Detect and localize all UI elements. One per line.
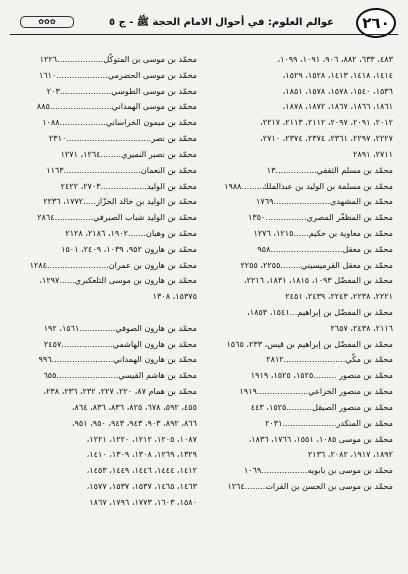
running-title: عوالم العلوم: في أحوال الامام الحجة ﷺ - ج ٥ — [109, 17, 334, 28]
index-entry: محمّد بن هارون بن عمران........................١٢٨٤ — [29, 259, 197, 270]
index-entry: محمّد بن موسى بن بابويه..................١٠٦٩ — [243, 465, 393, 476]
index-entry: ١٥٣٦، ١٥٤٠، ١٥٧٨، ١٥٧٨، ١٨٥١، — [282, 85, 393, 96]
index-entry: محمّد بن هارون الهمداني........................٩٩٦ — [38, 354, 197, 365]
index-entry: محمّد بن هارون بن موسى التلعكبري......١٢٩٧، — [39, 275, 197, 286]
index-entry: محمّد بن الوليد شباب الصيرفي...............٢٨٦٤ — [37, 212, 197, 223]
index-entry: محمّد بن موسى الحضرمي....................١٦١٠ — [38, 69, 197, 80]
index-entry: ١٨٩٢، ١٩١٧، ٢٠٨٢، ٢١٣٦ — [307, 449, 393, 460]
index-entry: محمّد بن منصور الخزاعي....................١٩١٩ — [239, 386, 393, 397]
index-entry: ١٥٨٠، ١٦٠٣، ١٧٧٣، ١٧٩٦، ١٨٦٧ — [89, 496, 197, 507]
index-entry: محمّد بن المفضّل ١٠٩٣، ١٨١٥، ١٨٣١، ٢٢١٦، — [243, 275, 393, 286]
index-entry: محمّد بن مسلمة بن الوليد بن عبدالملك........١٩٨٨ — [224, 180, 393, 191]
index-entry: ١٣٢٩، ١٢٦٩، ١٣٠٨، ١٣٠٩، ١٤١٠، — [86, 449, 197, 460]
index-entry: محمّد بن وهبان.......١٩٠٢، ٢١٨٦، ٢١٢٨ — [65, 227, 197, 238]
index-entry: محمّد بن الوليد بن خالد الخزّاز.....١٧٧٢، ٢٢٣٦ — [43, 196, 197, 207]
index-entry: محمّد بن النعمان..............................١١٦٣ — [46, 164, 197, 175]
index-entry: محمّد بن الوليد..................٢٧٠٣، ٢٤٢٢ — [60, 180, 197, 191]
index-entry: محمّد بن منصور الصيقل..........١٥٢٥، ٤٤٣ — [250, 401, 393, 412]
index-entry: محمّد بن مكّي........................٢٨١٢ — [266, 354, 393, 365]
header-divider — [10, 34, 398, 35]
index-entry: محمّد بن موسى الطوسي....................٢٠٣ — [46, 85, 197, 96]
index-entry: محمّد بن هارون ٩٥٢، ١٠٣٩، ٢٤٠٩، ١٥٠١ — [61, 243, 197, 254]
index-entry: ١٤١٤، ١٤١٨، ١٤١٣، ١٥٢٨، ١٥٢٩، — [282, 69, 393, 80]
index-entry: ٢٢٢٧، ٢٢٩٧، ٢٣٦١، ٢٣٧٤، ٢٣٧٤، ٢٧١٠، — [260, 133, 393, 144]
index-entry: ١٤١٢، ١٤٤٤، ١٤٤٦، ١٤٤٩، ١٤٥٣، — [86, 465, 197, 476]
index-entry: ٢٠١٢، ٢٠٩١، ٢٠٩٧، ٢١١٢، ٢١١٣، ٢٢١٧، — [260, 117, 393, 128]
index-entry: محمّد بن منصور .........١٥٢٥، ١٥٢٥، ١٩١٩ — [250, 370, 393, 381]
index-entry: ١٨٦١، ١٨٦٦، ١٨٦٧، ١٨٧٢، ١٨٧٨، — [282, 101, 393, 112]
index-entry — [13, 305, 197, 321]
index-entry: محمّد بن موسى الهمداني........................٨٨٥ — [36, 101, 197, 112]
page-number: ٢٦٠ — [356, 8, 396, 38]
index-entry: محمّد بن هاشم القيسي........................٦٥٥ — [43, 370, 197, 381]
index-entry: محمّد بن هارون الصوفي..............١٥٦١، ١٩٢ — [43, 322, 197, 333]
ornament-icon: ✿✿✿ — [20, 16, 74, 28]
index-entry: ٢١١٦، ٢٤٣٨، ٢٦٥٧ — [330, 322, 393, 333]
index-entry: محمّد بن معقل القرميسيني........٢٢٥٥، ٢٢٥٥ — [240, 259, 393, 270]
index-entry: محمّد بن المشهدي......................١٧٦٩ — [256, 196, 393, 207]
index-entry: محمّد بن همام ٨٧، ٢٢٠، ٢٢٧، ٢٣٢، ٢٣٦، ٢٣٨، — [43, 386, 197, 397]
index-entry: محمّد بن المظفّر المصري................١٣٥٠ — [248, 212, 393, 223]
index-entry: محمّد بن نصير النميري........١٢٦٤، ١٢٧١ — [60, 148, 197, 159]
index-entry: محمّد بن المفضّل بن إبراهيم بن قيس، ٢٣٣، ١٥٦٥ — [226, 338, 393, 349]
index-entry: محمّد بن معاوية بن حكيم......١٢١٥، ١٢٧٦ — [253, 227, 393, 238]
index-entry: محمّد بن هارون الهاشمي....................٢٤٥٧ — [43, 338, 197, 349]
index-entry: محمّد بن مسلم الثقفي................١٣ — [266, 164, 393, 175]
index-entry: ١٥٣٧٥، ١٣٠٨ — [152, 291, 197, 302]
index-entry: ٨٦٦، ٨٩٢، ٩٠٣، ٩٤٣، ٩٤٣، ٩٥٠، ٩٥١، — [71, 417, 197, 428]
index-entry: محمّد بن المفضّل بن إبراهيم...١٥٤١، ١٨٥٣، — [247, 307, 393, 317]
index-entry: محمّد بن موسى بن المتوكّل..................١٢٢٦ — [39, 54, 197, 64]
index-entry: ٢٢٢١، ٢٢٣٨، ٢٢٤٣، ٢٤٣٩، ٢٤٥١ — [285, 291, 393, 302]
index-entry: ١٤٦٣، ١٤٦٥، ١٥٣٧، ١٥٣٧، ١٥٧٧، — [86, 480, 197, 491]
index-entry: ٢٧١١، ٢٨٩١ — [353, 148, 393, 159]
index-entry: ٤٨٣، ٦٣٣، ٨٨٢، ٩٠٦، ١٠٩١، ١٠٩٩، — [277, 54, 393, 64]
index-column-right — [209, 52, 393, 495]
index-entry: محمّد بن موسى بن الحسن بن الفرات........١٢٦٤ — [227, 480, 393, 491]
index-entry: ١٠٨٧، ١٢٠٥، ١٢١٢، ١٢٢٠، ١٢٢١، — [86, 433, 197, 444]
index-entry: ٤٥٥، ٥٩٢، ٦٧٨، ٨٢٥، ٨٣٦، ٨٣٦، ٨٦٤، — [71, 401, 197, 412]
index-column-left — [13, 52, 197, 511]
index-entry: محمّد بن موسى ١٠٨٥، ١٥٥١، ١٧٦٦، ١٨٣٦، — [248, 433, 393, 444]
index-entry: محمّد بن معقل............................٩٥٨ — [257, 243, 393, 254]
index-entry: محمّد بن نصر.................................٢٣١٠ — [48, 133, 197, 144]
index-entry: محمّد بن ميمون الخراساني..................١٠٨٨ — [42, 117, 197, 128]
index-entry: محمّد بن المنكدر.....................٢٠٣١ — [265, 417, 393, 428]
